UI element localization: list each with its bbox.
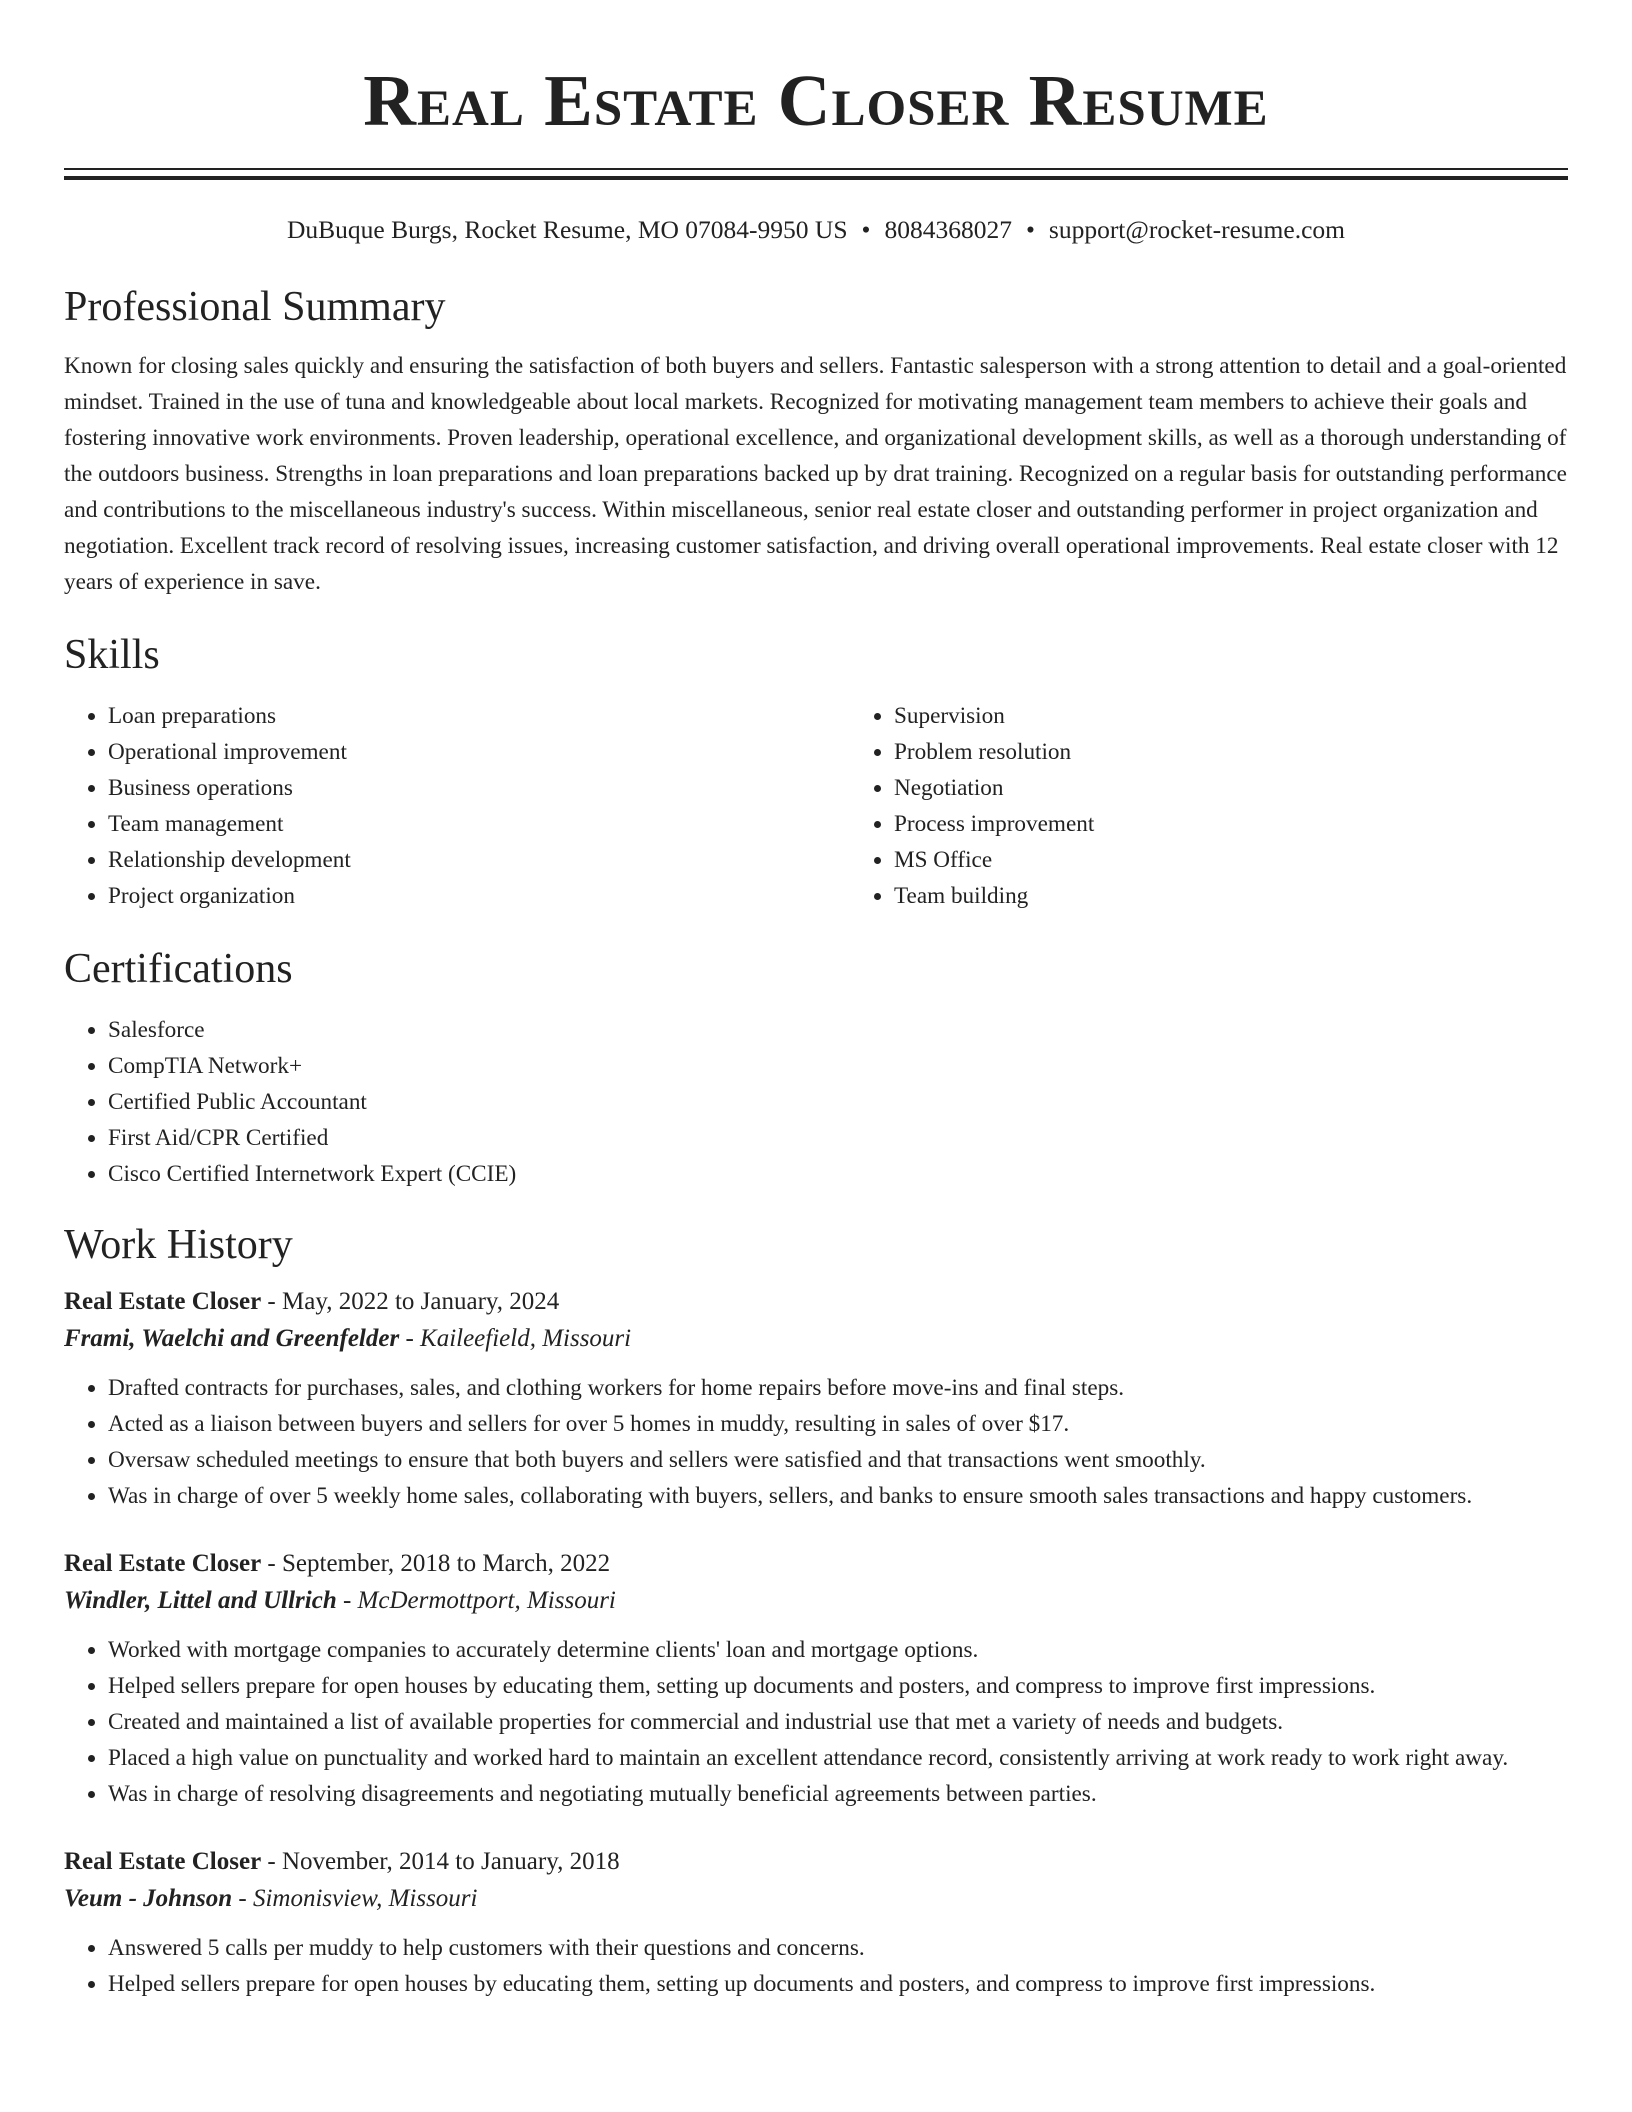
job-employer: Windler, Littel and Ullrich (64, 1587, 337, 1614)
job-location: - Simonisview, Missouri (232, 1885, 478, 1912)
job-employer-line (64, 1582, 1568, 1620)
contact-address: DuBuque Burgs, Rocket Resume, MO 07084-9950 US (287, 215, 848, 244)
job-bullets (64, 1930, 1568, 2002)
job-bullet: • Was in charge of over 5 weekly home sales, collaborating with buyers, sellers, and banks to ensure smooth sales transactions and happy customers. (108, 1478, 1568, 1514)
certification-item: • First Aid/CPR Certified (108, 1120, 1568, 1156)
skill-item: • Project organization (108, 878, 850, 914)
job-header (64, 1844, 1568, 1880)
skill-item: • Process improvement (894, 806, 1094, 842)
resume-title: Real Estate Closer Resume (363, 60, 1269, 141)
job-bullet: • Helped sellers prepare for open houses by educating them, setting up documents and posters, and compress to improve first impressions. (108, 1668, 1568, 1704)
job-header (64, 1546, 1568, 1582)
job-bullet: • Helped sellers prepare for open houses by educating them, setting up documents and posters, and compress to improve first impressions. (108, 1966, 1568, 2002)
certification-item: • CompTIA Network+ (108, 1048, 1568, 1084)
certifications-heading: Certifications (64, 946, 293, 992)
skills-heading: Skills (64, 632, 160, 678)
job-employer: Frami, Waelchi and Greenfelder (64, 1325, 400, 1352)
job-dates: - May, 2022 to January, 2024 (261, 1288, 560, 1315)
job-dates: - September, 2018 to March, 2022 (261, 1550, 611, 1577)
job-bullet: • Created and maintained a list of available properties for commercial and industrial use that met a variety of needs and budgets. (108, 1704, 1568, 1740)
job-bullet: • Was in charge of resolving disagreements and negotiating mutually beneficial agreements between parties. (108, 1776, 1568, 1812)
contact-separator: • (1025, 215, 1035, 244)
job-bullets (64, 1632, 1568, 1812)
skill-item: • Team management (108, 806, 850, 842)
summary-heading: Professional Summary (64, 284, 446, 330)
title-rule-thick (64, 176, 1568, 180)
skill-item: • Negotiation (894, 770, 1094, 806)
skill-item: • Relationship development (108, 842, 850, 878)
certification-item: • Certified Public Accountant (108, 1084, 1568, 1120)
job-bullet: • Acted as a liaison between buyers and sellers for over 5 homes in muddy, resulting in sales of over $17. (108, 1406, 1568, 1442)
job-title: Real Estate Closer (64, 1848, 262, 1875)
job-bullet: • Answered 5 calls per muddy to help customers with their questions and concerns. (108, 1930, 1568, 1966)
skill-item: • Loan preparations (108, 698, 850, 734)
job-bullet: • Oversaw scheduled meetings to ensure that both buyers and sellers were satisfied and that transactions went smoothly. (108, 1442, 1568, 1478)
skill-item: • Problem resolution (894, 734, 1094, 770)
skills-list-right (850, 698, 1094, 914)
skill-item: • Operational improvement (108, 734, 850, 770)
certifications-list (64, 1012, 1568, 1192)
job-header (64, 1284, 1568, 1320)
certification-item: • Cisco Certified Internetwork Expert (CCIE) (108, 1156, 1568, 1192)
job-title: Real Estate Closer (64, 1550, 262, 1577)
job-employer: Veum - Johnson (64, 1885, 233, 1912)
job-entry (64, 1546, 1568, 1812)
job-employer-line (64, 1880, 1568, 1918)
job-bullet: • Worked with mortgage companies to accurately determine clients' loan and mortgage options. (108, 1632, 1568, 1668)
job-location: - McDermottport, Missouri (336, 1587, 616, 1614)
summary-text: Known for closing sales quickly and ensuring the satisfaction of both buyers and sellers. Fantastic salesperson with a strong attention to detail and a goal-oriented mindset. Trained in the use of tuna and knowledgeable about local markets. Recognized for motivating management team members to achieve their goals and fostering innovative work environments. Proven leadership, operational excellence, and organizational development skills, as well as a thorough understanding of the outdoors business. Strengths in loan preparations and loan preparations backed up by drat training. Recognized on a regular basis for outstanding performance and contributions to the miscellaneous industry's success. Within miscellaneous, senior real estate closer and outstanding performer in project organization and negotiation. Excellent track record of resolving issues, increasing customer satisfaction, and driving overall operational improvements. Real estate closer with 12 years of experience in save. (64, 353, 1567, 595)
skills-columns (64, 698, 1568, 914)
certification-item: • Salesforce (108, 1012, 1568, 1048)
skill-item: • MS Office (894, 842, 1094, 878)
work-history-heading: Work History (64, 1222, 293, 1268)
job-bullets (64, 1370, 1568, 1514)
job-entry (64, 1284, 1568, 1514)
contact-phone: 8084368027 (884, 215, 1012, 244)
contact-separator: • (861, 215, 871, 244)
skills-list-left (64, 698, 850, 914)
job-location: - Kaileefield, Missouri (399, 1325, 632, 1352)
skill-item: • Supervision (894, 698, 1094, 734)
job-bullet: • Placed a high value on punctuality and worked hard to maintain an excellent attendance record, consistently arriving at work ready to work right away. (108, 1740, 1568, 1776)
job-dates: - November, 2014 to January, 2018 (261, 1848, 620, 1875)
contact-email: support@rocket-resume.com (1048, 215, 1345, 244)
title-rule-thin (64, 168, 1568, 170)
contact-line (64, 214, 1568, 246)
job-entry (64, 1844, 1568, 2002)
skill-item: • Team building (894, 878, 1094, 914)
job-bullet: • Drafted contracts for purchases, sales, and clothing workers for home repairs before move-ins and final steps. (108, 1370, 1568, 1406)
job-employer-line (64, 1320, 1568, 1358)
skill-item: • Business operations (108, 770, 850, 806)
job-title: Real Estate Closer (64, 1288, 262, 1315)
